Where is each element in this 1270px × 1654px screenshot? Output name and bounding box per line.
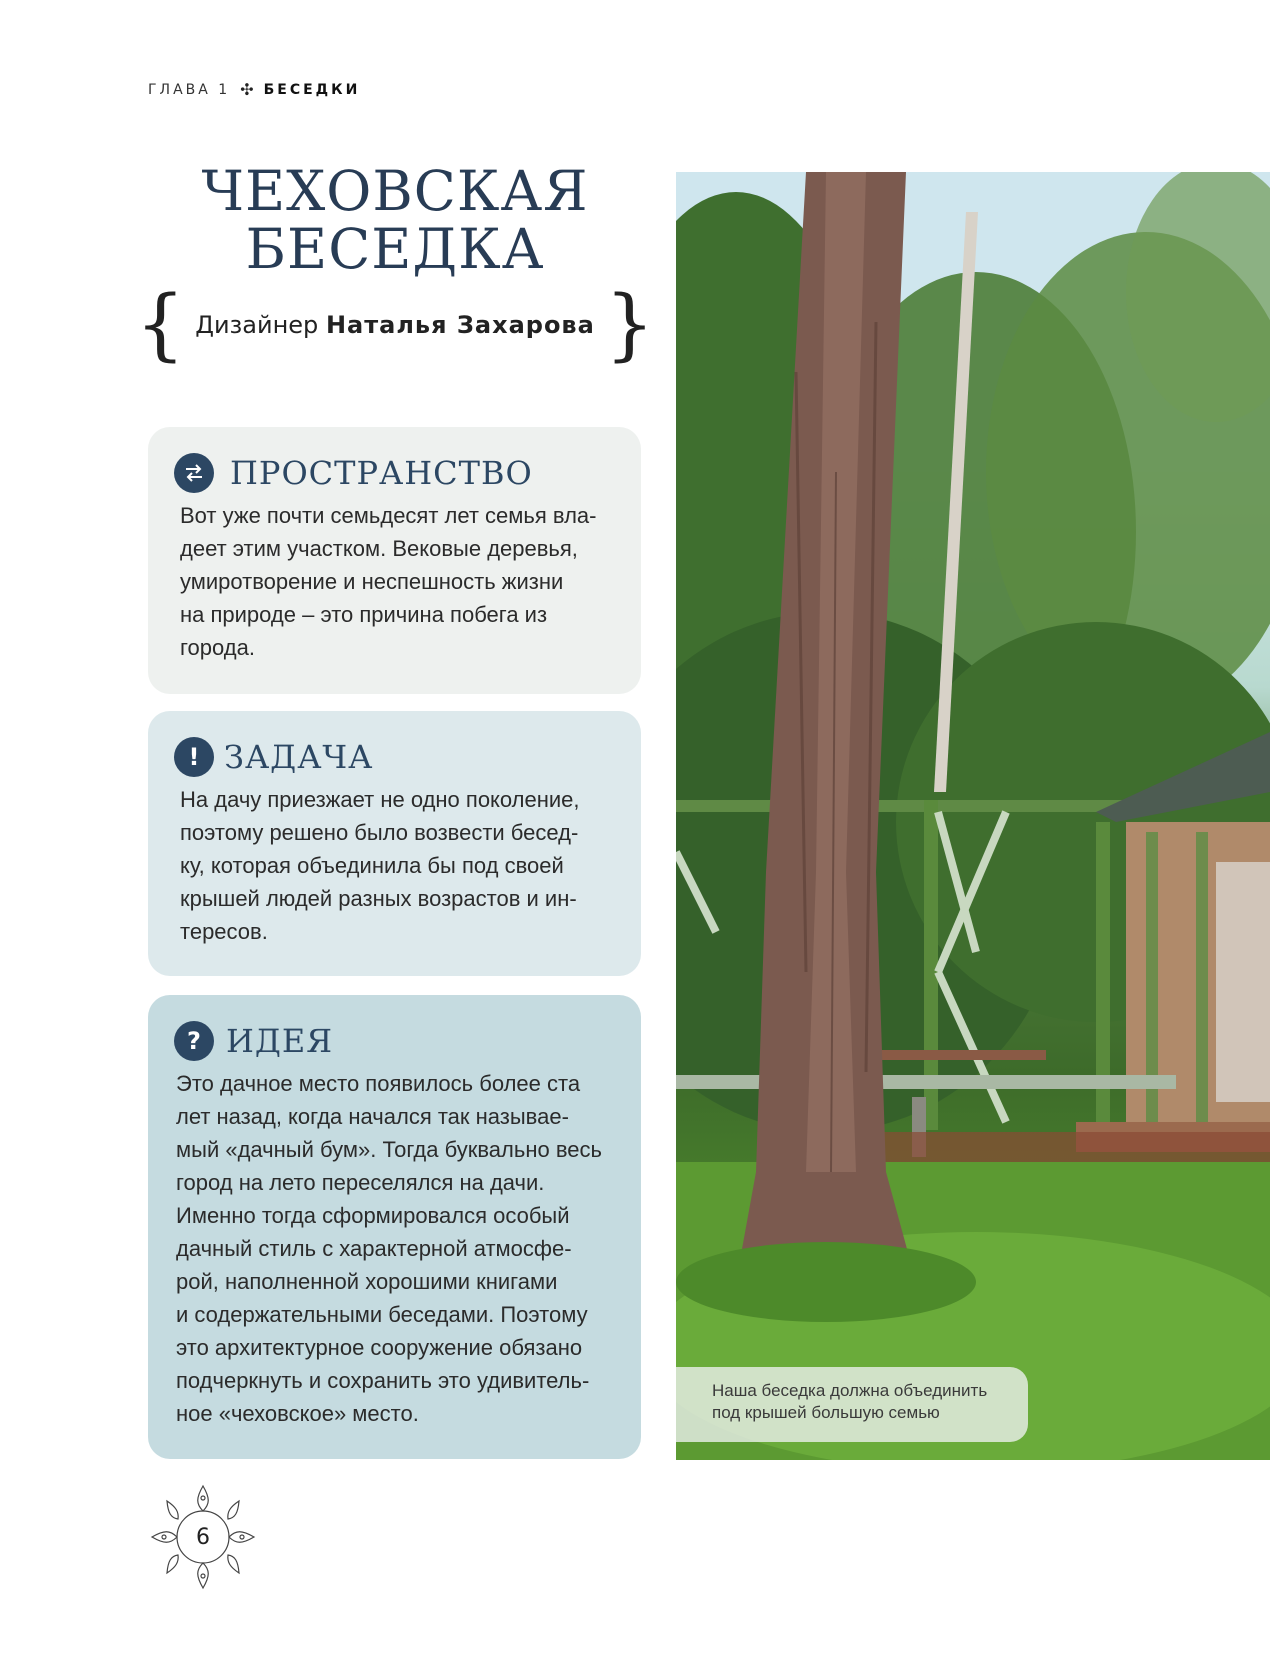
designer-role: Дизайнер xyxy=(195,311,319,339)
idea-card xyxy=(148,995,641,1459)
question-icon: ? xyxy=(174,1021,214,1061)
chapter-label: ГЛАВА 1 xyxy=(148,81,231,98)
card-body: На дачу приезжает не одно поколение, поэтому решено было возвести бесед- ку, которая объединила бы под своей крышей людей разных возрастов и ин- тересов. xyxy=(180,787,580,944)
card-title: ИДЕЯ xyxy=(226,1022,334,1060)
gazebo-photo xyxy=(676,172,1270,1460)
card-body: Вот уже почти семьдесят лет семья вла- деет этим участком. Вековые деревья, умиротворение и неспешность жизни на природе – это причина побега из города. xyxy=(180,503,597,660)
arrows-swap-icon xyxy=(174,453,214,493)
card-header xyxy=(174,1021,333,1061)
designer-text xyxy=(195,311,595,339)
section-label: БЕСЕДКИ xyxy=(263,81,361,98)
title-line-1: ЧЕХОВСКАЯ xyxy=(201,159,589,223)
designer-credit xyxy=(135,280,655,370)
page-number: 6 xyxy=(196,1524,210,1550)
chapter-header xyxy=(148,80,360,99)
photo-caption: Наша беседка должна объединить под крышей большую семью xyxy=(676,1367,1028,1442)
exclamation-icon: ! xyxy=(174,737,214,777)
card-header xyxy=(174,453,533,493)
card-header xyxy=(174,737,373,777)
ornament-separator-icon: ✣ xyxy=(240,80,254,99)
title-line-2: БЕСЕДКА xyxy=(245,217,545,281)
card-body: Это дачное место появилось более ста лет назад, когда начался так называе- мый «дачный бум». Тогда буквально весь город на лето переселялся на дачи. Именно тогда сформировался особый дачный стиль с характерной атмосфе- рой, наполненной хорошими книгами и содержательными беседами. Поэтому это архитектурное сооружение обязано подчеркнуть и сохранить это удивитель- ное «чеховское» место. xyxy=(176,1071,602,1426)
left-brace-icon: { xyxy=(135,280,186,370)
task-card xyxy=(148,711,641,976)
page-number-badge xyxy=(148,1482,258,1592)
designer-name: Наталья Захарова xyxy=(325,311,595,339)
right-brace-icon: } xyxy=(604,280,655,370)
card-title: ПРОСТРАНСТВО xyxy=(230,454,533,492)
page-title xyxy=(148,159,642,281)
space-card xyxy=(148,427,641,694)
card-title: ЗАДАЧА xyxy=(224,738,374,776)
